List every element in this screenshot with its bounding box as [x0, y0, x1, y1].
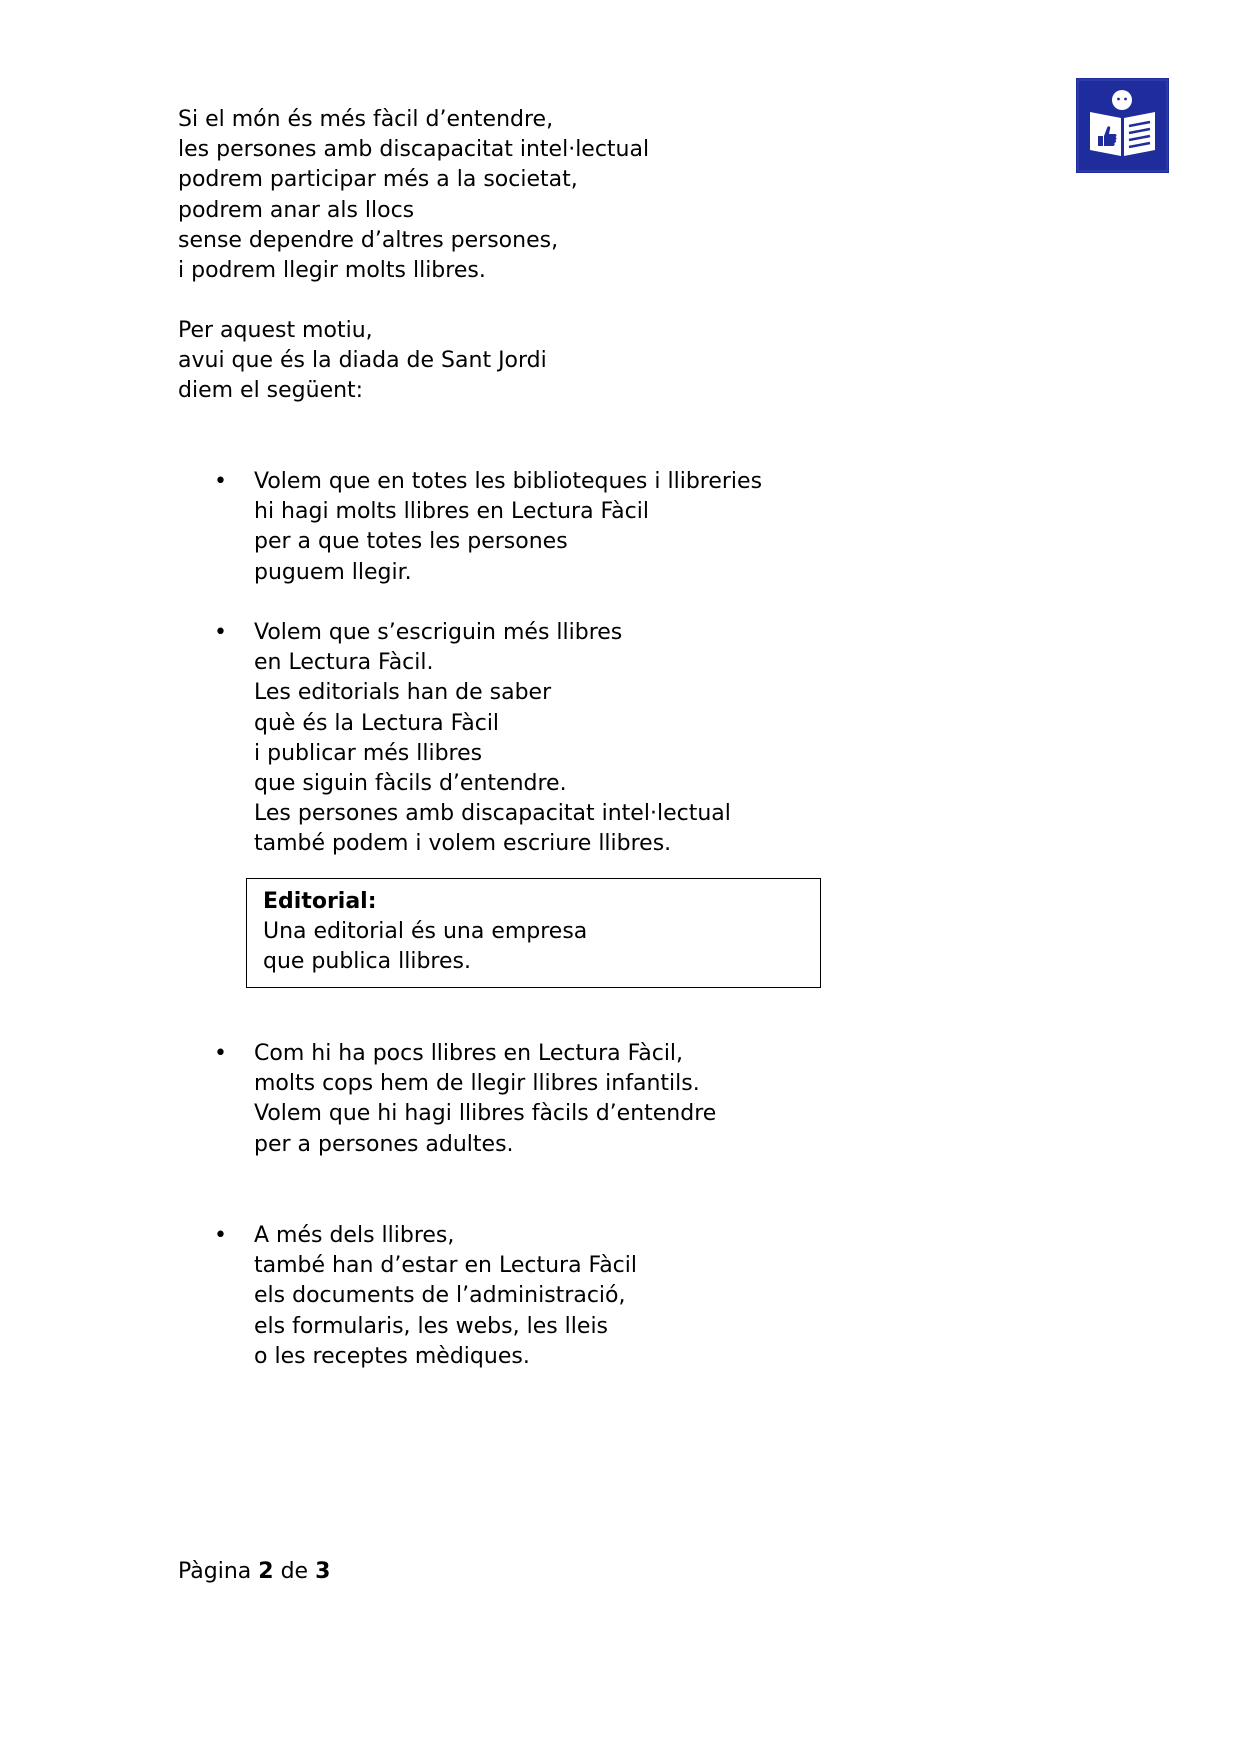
text-line: Volem que hi hagi llibres fàcils d’entendre: [254, 1101, 717, 1127]
text-line: també podem i volem escriure llibres.: [254, 831, 672, 857]
page-number: [178, 1557, 330, 1587]
text-line: en Lectura Fàcil.: [254, 650, 434, 676]
text-line: podrem participar més a la societat,: [178, 167, 578, 193]
page-number-current: 2: [258, 1559, 274, 1584]
text-line: Les editorials han de saber: [254, 680, 552, 706]
text-line: avui que és la diada de Sant Jordi: [178, 348, 547, 374]
text-line: Si el món és més fàcil d’entendre,: [178, 107, 554, 132]
text-line: què és la Lectura Fàcil: [254, 710, 500, 736]
bullet-marker: •: [214, 1041, 227, 1066]
page-number-prefix: Pàgina: [178, 1559, 252, 1584]
page-number-separator: de: [280, 1559, 309, 1584]
text-line: molts cops hem de llegir llibres infantils.: [254, 1071, 700, 1097]
text-line: Volem que s’escriguin més llibres: [254, 620, 623, 645]
text-line: els formularis, les webs, les lleis: [254, 1313, 609, 1339]
bullet-marker: •: [214, 620, 227, 645]
reason-paragraph: [178, 316, 547, 407]
text-line: les persones amb discapacitat intel·lectual: [178, 137, 650, 163]
definition-line: Una editorial és una empresa: [263, 919, 588, 945]
text-line: o les receptes mèdiques.: [254, 1343, 530, 1369]
text-line: per a persones adultes.: [254, 1131, 514, 1157]
text-line: sense dependre d’altres persones,: [178, 227, 559, 253]
text-line: que siguin fàcils d’entendre.: [254, 771, 567, 797]
text-line: puguem llegir.: [254, 559, 412, 585]
bullet-marker: •: [214, 1223, 227, 1248]
text-line: Les persones amb discapacitat intel·lectual: [254, 801, 731, 827]
text-line: podrem anar als llocs: [178, 197, 415, 223]
easy-read-logo-icon: [1076, 78, 1169, 173]
definition-term: Editorial:: [263, 889, 377, 914]
text-line: els documents de l’administració,: [254, 1283, 626, 1309]
text-line: A més dels llibres,: [254, 1223, 455, 1248]
text-line: Volem que en totes les biblioteques i llibreries: [254, 469, 763, 494]
definition-box: [246, 878, 821, 988]
definition-line: que publica llibres.: [263, 949, 471, 975]
text-line: per a que totes les persones: [254, 529, 568, 555]
text-line: diem el següent:: [178, 378, 364, 404]
text-line: hi hagi molts llibres en Lectura Fàcil: [254, 499, 649, 525]
bullet-marker: •: [214, 469, 227, 494]
text-line: Per aquest motiu,: [178, 318, 373, 343]
text-line: i publicar més llibres: [254, 740, 483, 766]
intro-paragraph: [178, 105, 649, 286]
page-number-total: 3: [315, 1559, 331, 1584]
text-line: i podrem llegir molts llibres.: [178, 258, 486, 284]
text-line: també han d’estar en Lectura Fàcil: [254, 1253, 637, 1279]
text-line: Com hi ha pocs llibres en Lectura Fàcil,: [254, 1041, 684, 1066]
